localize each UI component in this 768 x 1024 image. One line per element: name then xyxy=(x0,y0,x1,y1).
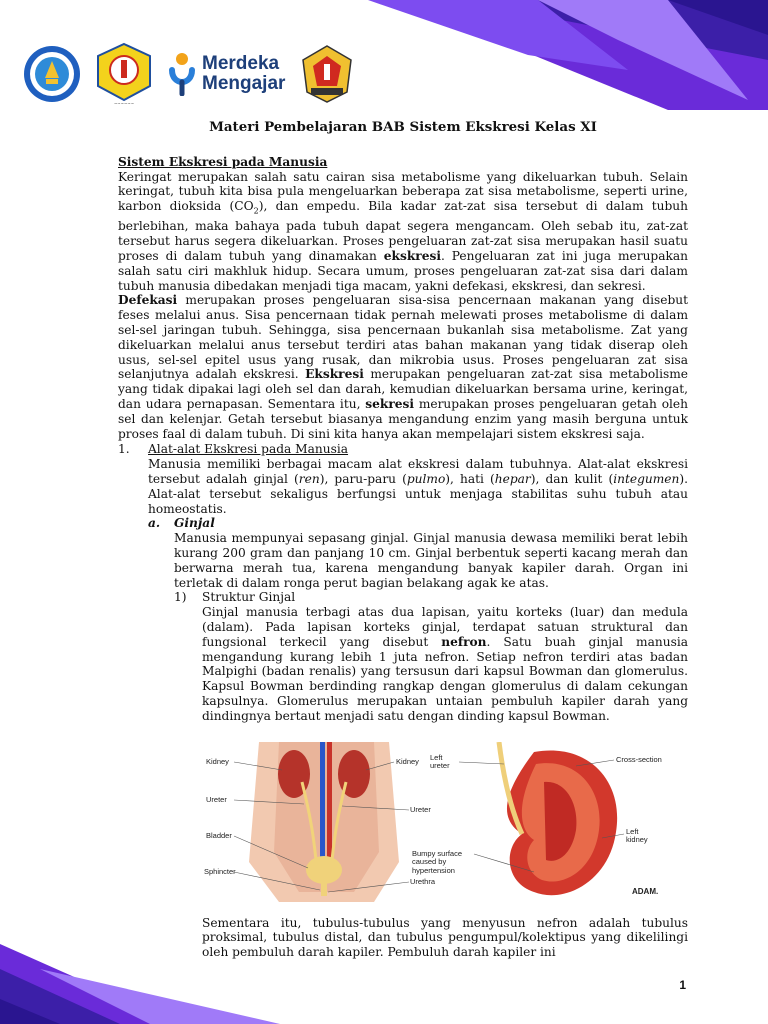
svg-text:~~~~~~: ~~~~~~ xyxy=(113,101,135,106)
university-logo xyxy=(94,42,154,106)
merdeka-mengajar-logo xyxy=(168,52,285,96)
kidney-anatomy-figure xyxy=(204,742,684,904)
document-title: Materi Pembelajaran BAB Sistem Ekskresi Kelas XI xyxy=(209,119,597,135)
page-number: 1 xyxy=(679,978,686,992)
subitem-1-heading: 1) Struktur Ginjal xyxy=(174,590,296,605)
document-body xyxy=(118,120,688,960)
paragraph-struktur-ginjal: Ginjal manusia terbagi atas dua lapisan, yaitu korteks (luar) dan medula (dalam). Pada lapisan korteks ginjal, terdapat satuan struktural dan fungsional terkecil yang disebut nefron. Satu buah ginjal manusia mengandung kurang lebih 1 juta nefron. Setiap nefron terdiri atas badan Malpighi (badan renalis) yang tersusun dari kapsul Bowman dan glomerulus. Kapsul Bowman berdinding rangkap dengan glomerulus di dalam cekungan kapsulnya. Glomerulus merupakan untaian pembuluh kapiler darah yang dindingnya bertaut menjadi satu dengan dinding kapsul Bowman. xyxy=(202,605,688,723)
paragraph-defekasi: Defekasi merupakan proses pengeluaran sisa-sisa pencernaan makanan yang disebut feses melalui anus. Sisa pencernaan tidak pernah melewati proses metabolisme di dalam sel-sel jaringan tubuh. Sehingga, sisa pencernaan bukanlah sisa metabolisme. Zat yang dikeluarkan melalui anus tersebut terdiri atas bahan makanan yang tidak diserap oleh usus, sel-sel epitel usus yang rusak, dan mikrobia usus. Proses pengeluaran zat sisa selanjutnya adalah ekskresi. Ekskresi merupakan pengeluaran zat-zat sisa metabolisme yang tidak dipakai lagi oleh sel dan darah, kemudian dikeluarkan bersama urine, keringat, dan udara pernapasan. Sementara itu, sekresi merupakan proses pengeluaran getah oleh sel dan kelenjar. Getah tersebut biasanya mengandung enzim yang masih berguna untuk proses faal di dalam tubuh. Di sini kita hanya akan mempelajari sistem ekskresi saja. xyxy=(118,293,688,441)
label-adam: ADAM. xyxy=(632,886,659,896)
paragraph-ginjal: Manusia mempunyai sepasang ginjal. Ginjal manusia dewasa memiliki berat lebih kurang 200 gram dan panjang 10 cm. Ginjal berbentuk seperti kacang merah dan berwarna merah tua, karena mengandung banyak kapiler darah. Organ ini terletak di dalam ronga perut bagian belakang agak ke atas. xyxy=(174,531,688,590)
header-logos xyxy=(22,38,357,110)
list-item-1-heading: 1. Alat-alat Ekskresi pada Manusia xyxy=(118,442,349,457)
kemendikbud-logo xyxy=(22,42,82,106)
merdeka-mengajar-icon xyxy=(168,52,196,96)
label-ureter-left: Ureter xyxy=(206,794,227,804)
subitem-a-heading: a. Ginjal xyxy=(148,516,215,531)
label-left-ureter: Left ureter xyxy=(430,752,450,771)
merdeka-line2: Mengajar xyxy=(202,73,286,94)
label-cross-section: Cross-section xyxy=(616,754,662,764)
merdeka-line1: Merdeka xyxy=(202,53,280,74)
label-sphincter: Sphincter xyxy=(204,866,236,876)
label-bladder: Bladder xyxy=(206,830,232,840)
jakarta-logo xyxy=(297,42,357,106)
label-urethra: Urethra xyxy=(410,876,436,886)
label-bumpy-surface: Bumpy surface caused by hypertension xyxy=(412,848,463,875)
paragraph-intro: Keringat merupakan salah satu cairan sisa metabolisme yang dikeluarkan tubuh. Selain keringat, tubuh kita bisa pula mengeluarkan beberapa zat sisa metabolisme, seperti urine, karbon dioksida $(CO_2)$, dan empedu. Bila kadar zat-zat sisa tersebut di dalam tubuh berlebihan, maka bahaya pada tubuh dapat segera mengancam. Oleh sebab itu, zat-zat tersebut harus segera dikeluarkan. Proses pengeluaran zat-zat sisa merupakan hasil suatu proses di dalam tubuh yang dinamakan ekskresi. Pengeluaran zat ini juga merupakan salah satu ciri makhluk hidup. Secara umum, proses pengeluaran zat-zat sisa dari dalam tubuh manusia dibedakan menjadi tiga macam, yakni defekasi, ekskresi, dan sekresi. xyxy=(118,169,688,293)
section-title: Sistem Ekskresi pada Manusia xyxy=(118,154,328,169)
decorative-banner-top xyxy=(368,0,768,110)
paragraph-tubulus: Sementara itu, tubulus-tubulus yang menyusun nefron adalah tubulus proksimal, tubulus distal, dan tubulus pengumpul/kolektipus yang dikelilingi oleh pembuluh darah kapiler. Pembuluh darah kapiler ini xyxy=(202,915,688,960)
paragraph-alat-ekskresi: Manusia memiliki berbagai macam alat ekskresi dalam tubuhnya. Alat-alat ekskresi tersebut adalah ginjal (ren), paru-paru (pulmo), hati (hepar), dan kulit (integumen). Alat-alat tersebut sekaligus berfungsi untuk menjaga stabilitas suhu tubuh atau homeostatis. xyxy=(148,457,688,516)
label-ureter-right: Ureter xyxy=(410,804,431,814)
label-kidney-left: Kidney xyxy=(206,756,229,766)
label-kidney-right: Kidney xyxy=(396,756,419,766)
label-left-kidney: Left kidney xyxy=(626,826,648,845)
